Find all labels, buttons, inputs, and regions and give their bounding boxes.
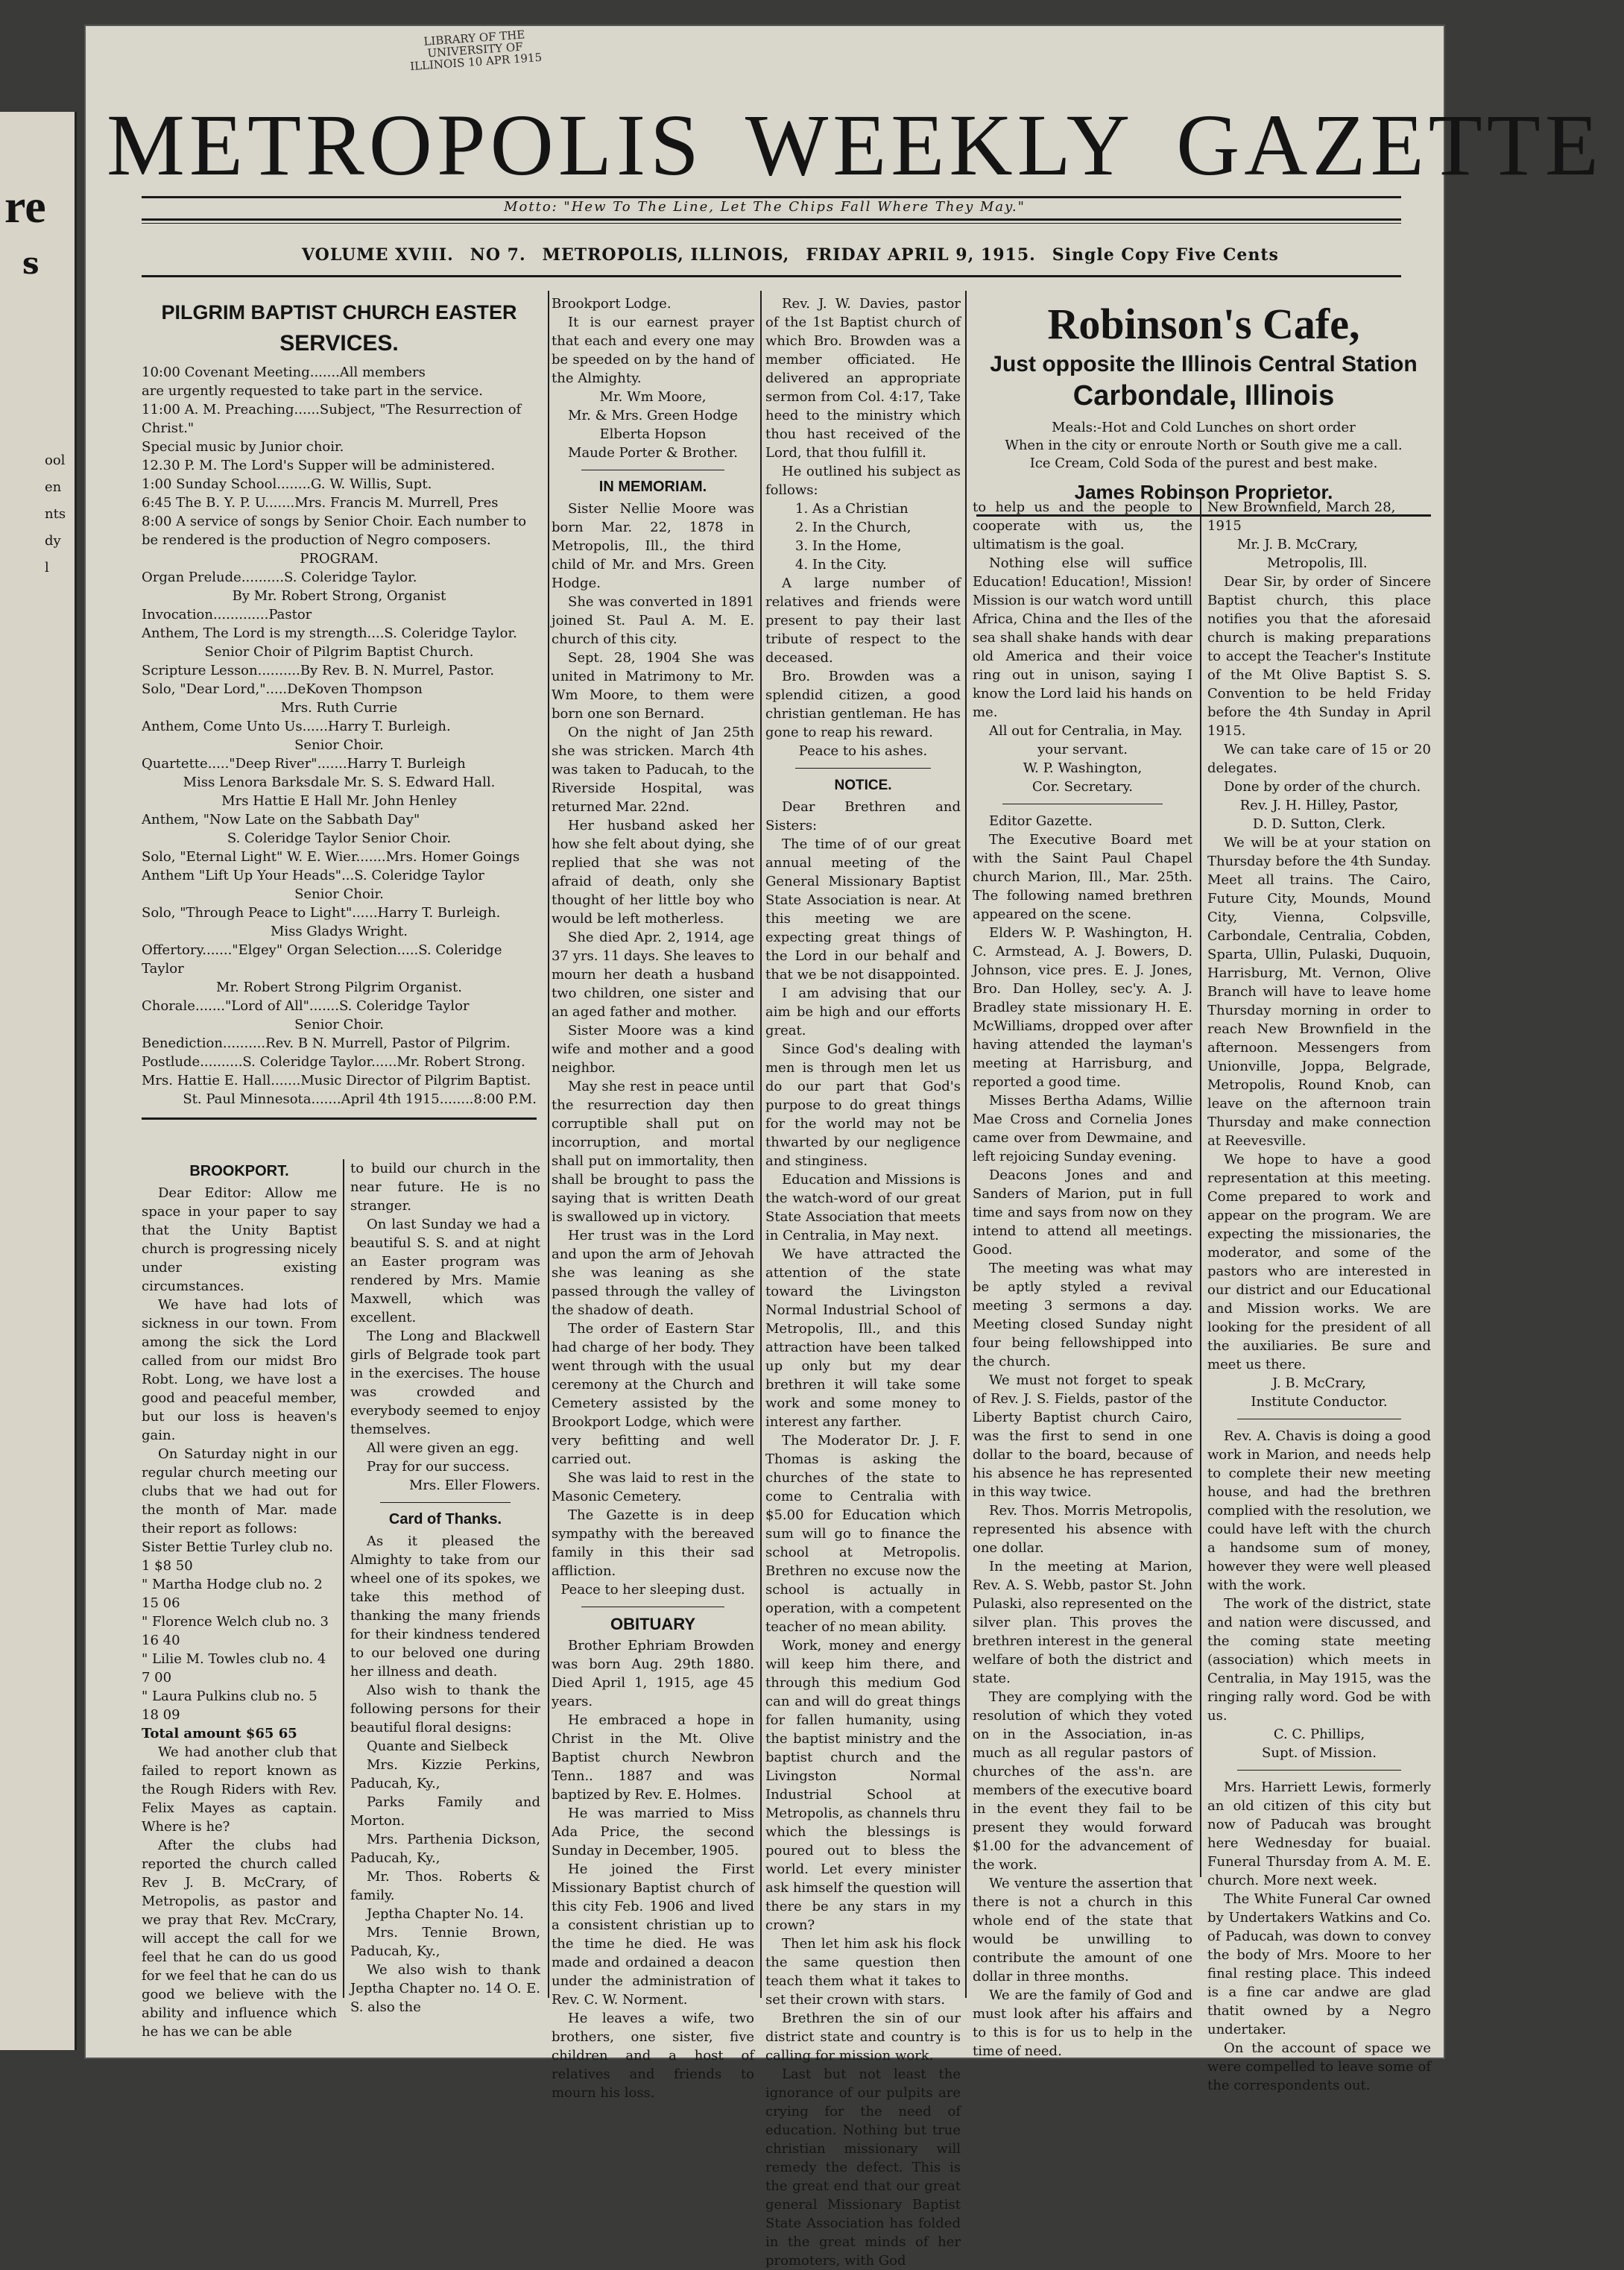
editor-gazette: Editor Gazette. — [989, 813, 1093, 829]
floral-designs-list: Quante and Sielbeck Mrs. Kizzie Perkins, Paducah, Ky., Parks Family and Morton. Mrs. Parthenia Dickson, Paducah, Ky., Mr. Thos. Roberts & family. Jeptha Chapter No. 14. Mrs. Tennie Brown, Paducah, Ky., — [350, 1738, 540, 1959]
signature: Mrs. Eller Flowers. — [408, 1478, 540, 1493]
column-rule — [1200, 498, 1201, 1877]
cafe-advertisement: Robinson's Cafe, Just opposite the Illinois Central Station Carbondale, Illinois Meals:-Hot and Cold Lunches on short order When in the city or enroute North or South give me a call. Ice Cream, Cold Soda of the purest and best make. James Robinson Proprietor. — [976, 298, 1431, 517]
column-5: to help us and the people to cooperate with us, the ultimatism is the goal. Nothing else will suffice Education! Education!, Mission! Mission is our watch word untill Africa, China and the Iles of the sea shall shake hands with dear old America and their voice ring out in unison, saying I know the Lord laid his hands on me. All out for Centralia, in May. your servant. W. P. Washington, Cor. Secretary. Editor Gazette. The Executive Board met with the Saint Paul Chapel church Marion, Ill., Mar. 25th. The following named brethren appeared on the scene. Elders W. P. Washington, H. C. Armstead, A. J. Bowers, D. Johnson, vice pres. E. J. Jones, Bro. Dan Holley, sec'y. A. J. Bradley state missionary H. E. McWilliams, dropped over after having attended the layman's meeting at Harrisburg, and reported a good time. Misses Bertha Adams, Willie Mae Cross and Cornelia Jones came over from Dewmaine, and left rejoicing Sunday evening. Deacons Jones and and Sanders of Marion, put in full time and says from now on they intend to attend all meetings. Good. The meeting was what may be aptly styled a revival meeting 3 sermons a day. Meeting closed Sunday night four being fellowshipped into the church. We must not forget to speak of Rev. J. S. Fields, pastor of the Liberty Baptist church Cairo, was the first to send in one dollar to the board, because of his absence he has represented in this way twice. Rev. Thos. Morris Metropolis, represented his absence with one dollar. In the meeting at Marion, Rev. A. S. Webb, pastor St. John Pulaski, also represented on the silver plan. This proves the brethren interest in the general welfare of both the district and state. They are complying with the resolution of which they voted on in the Association, in-as much as all regular pastors of churches of the ass'n. are members of the executive board in the event they fail to be present they would forward $1.00 for the advancement of the work. We venture the assertion that there is not a church in this whole end of the state that would be unwilling to contribute the amount of one dollar in three months. We are the family of God and must look after his affairs and to this is for us to help in the time of need. — [973, 499, 1192, 2059]
newspaper-page — [86, 26, 1603, 2269]
program-heading: PROGRAM. — [300, 551, 379, 567]
brookport-title: BROOKPORT. — [189, 1163, 289, 1179]
masthead — [86, 96, 1603, 194]
column-rule — [343, 1159, 344, 1998]
masthead-word-2: WEEKLY — [745, 96, 1135, 194]
motto-rule-thin — [142, 223, 1401, 224]
cafe-location: Just opposite the Illinois Central Station — [990, 352, 1418, 376]
notice-title: NOTICE. — [834, 778, 892, 793]
motto: Motto: "Hew To The Line, Let The Chips Fall Where They May." — [504, 199, 1026, 215]
masthead-word-3: GAZETTE — [1176, 96, 1603, 194]
adjacent-page-edge — [0, 112, 77, 2050]
column-2: to build our church in the near future. He is no stranger. On last Sunday we had a beautiful S. S. and at night an Easter program was rendered by Mrs. Mamie Maxwell, which was excellent. The Long and Blackwell girls of Belgrade took part in the exercises. The house was crowded and everybody seemed to enjoy themselves. All were given an egg. Pray for our success. Mrs. Eller Flowers. Card of Thanks. As it pleased the Almighty to take from our wheel one of its spokes, we take this method of thanking the many friends for their kindness tendered to our beloved one during her illness and death. Also wish to thank the following persons for their beautiful floral designs: Quante and Sielbeck Mrs. Kizzie Perkins, Paducah, Ky., Parks Family and Morton. Mrs. Parthenia Dickson, Paducah, Ky., Mr. Thos. Roberts & family. Jeptha Chapter No. 14. Mrs. Tennie Brown, Paducah, Ky., We also wish to thank Jeptha Chapter no. 14 O. E. S. also the — [350, 1161, 540, 2015]
column-1 — [142, 294, 537, 1129]
cafe-name: Robinson's Cafe, — [1047, 300, 1360, 348]
motto-rule — [142, 218, 1401, 221]
cafe-city: Carbondale, Illinois — [1072, 380, 1335, 412]
masthead-rule — [142, 196, 1401, 198]
masthead-word-1: METROPOLIS — [107, 96, 704, 194]
column-4: Rev. J. W. Davies, pastor of the 1st Baptist church of which Bro. Browden was a member officiated. He delivered an appropriate sermon from Col. 4:17, Take heed to the ministry which thou hast received of the Lord, that thou fulfill it. He outlined his subject as follows: 1. As a Christian 2. In the Church, 3. In the Home, 4. In the City. A large number of relatives and friends were present to pay their last tribute of respect to the deceased. Bro. Browden was a splendid citizen, a good christian gentleman. He has gone to reap his reward. Peace to his ashes. NOTICE. Dear Brethren and Sisters: The time of of our great annual meeting of the General Missionary Baptist State Association is near. At this meeting we are expecting great things of the Lord in our behalf and that we be not disappointed. I am advising that our aim be high and our efforts great. Since God's dealing with men is through men let us do our part that God's purpose to do great things for the world may not be thwarted by our negligence and stinginess. Education and Missions is the watch-word of our great State Association that meets in Centralia, in May next. We have attracted the attention of the state toward the Livingston Normal Industrial School of Metropolis, Ill., and this attraction have been talked up only but my dear brethren it will take some work and some money to interest any farther. The Moderator Dr. J. F. Thomas is asking the churches of the state to come to Centralia with $5.00 for Education which sum will go to finance the school at Metropolis. Brethren no excuse now the school is actually in operation, with a competent teacher of no mean ability. Work, money and energy will keep him there, and through this medium God can and will do great things for fallen humanity, using the baptist ministry and the baptist church and the Livingston Normal Industrial School at Metropolis, as channels thru which the blessings is poured out to bless the world. Let every minister ask himself the question will there be any stars in my crown? Then let him ask his flock the same question then teach them what it takes to set their crown with stars. Brethren the sin of our district state and country is calling for mission work. Last but not least the ignorance of our pulpits are crying for the need of education. Nothing but true christian missionary will remedy the defect. This is the great end that our great general Missionary Baptist State Association has folded in the great minds of her promoters, with God — [765, 296, 961, 2269]
card-of-thanks-title: Card of Thanks. — [388, 1511, 502, 1527]
column-rule — [760, 291, 762, 1998]
easter-services-subtitle: SERVICES. — [279, 331, 399, 356]
column-rule — [965, 291, 967, 1998]
cafe-proprietor: James Robinson Proprietor. — [1074, 481, 1333, 503]
column-rule — [548, 291, 549, 1998]
obituary-title: OBITUARY — [610, 1615, 696, 1633]
services-schedule: 10:00 Covenant Meeting.......All members are urgently requested to take part in the service. 11:00 A. M. Preaching......Subject, "The Resurrection of Christ." Special music by Junior choir. 12.30 P. M. The Lord's Supper will be administered. 1:00 Sunday School........G. W. Willis, Supt. 6:45 The B. Y. P. U.......Mrs. Francis M. Murrell, Pres 8:00 A service of songs by Senior Choir. Each number to be rendered is the production of Negro composers. — [142, 365, 527, 548]
adjacent-page-words: ool en nts dy l — [45, 453, 66, 576]
program-list: Organ Prelude..........S. Coleridge Taylor. By Mr. Robert Strong, Organist Invocation.............Pastor Anthem, The Lord is my strength....S. Coleridge Taylor. Senior Choir of Pilgrim Baptist Church. Scripture Lesson..........By Rev. B. N. Murrel, Pastor. Solo, "Dear Lord,".....DeKoven Thompson Mrs. Ruth Currie Anthem, Come Unto Us......Harry T. Burleigh. Senior Choir. Quartette....."Deep River".......Harry T. Burleigh Miss Lenora Barksdale Mr. S. S. Edward Hall. Mrs Hattie E Hall Mr. John Henley Anthem, "Now Late on the Sabbath Day" S. Coleridge Taylor Senior Choir. Solo, "Eternal Light" W. E. Wier.......Mrs. Homer Goings Anthem "Lift Up Your Heads"...S. Coleridge Taylor Senior Choir. Solo, "Through Peace to Light"......Harry T. Burleigh. Miss Gladys Wright. Offertory......."Elgey" Organ Selection.....S. Coleridge Taylor Mr. Robert Strong Pilgrim Organist. Chorale......."Lord of All".......S. Coleridge Taylor Senior Choir. Benediction..........Rev. B N. Murrell, Pastor of Pilgrim. Postlude..........S. Coleridge Taylor......Mr. Robert Strong. Mrs. Hattie E. Hall.......Music Director of Pilgrim Baptist. St. Paul Minnesota.......April 4th 1915........8:00 P.M. — [142, 570, 537, 1107]
section-rule — [142, 1117, 537, 1120]
volume-line: VOLUME XVIII. NO 7. METROPOLIS, ILLINOIS, FRIDAY APRIL 9, 1915. Single Copy Five Cents — [302, 245, 1279, 265]
column-6: New Brownfield, March 28, 1915 Mr. J. B. McCrary, Metropolis, Ill. Dear Sir, by order of Sincere Baptist church, this place notifies you that the aforesaid church is making preparations to accept the Teacher's Institute of the Mt Olive Baptist S. S. Convention to be held Friday before the 4th Sunday in April 1915. We can take care of 15 or 20 delegates. Done by order of the church. Rev. J. H. Hilley, Pastor, D. D. Sutton, Clerk. We will be at your station on Thursday before the 4th Sunday. Meet all trains. The Cairo, Future City, Mounds, Mound City, Vienna, Colpsville, Carbondale, Centralia, Cobden, Sparta, Ullin, Pulaski, Duquoin, Harrisburg, Mt. Vernon, Olive Branch will have to leave home Thursday morning in order to reach New Brownfield in the afternoon. Messengers from Unionville, Joppa, Belgrade, Metropolis, Round Knob, can leave on the afternoon train Thursday and make connection at Reevesville. We hope to have a good representation at this meeting. Come prepared to work and appear on the program. We are expecting the missionaries, the moderator, and some of the pastors who are interested in our district and our Educational and Mission works. We are looking for the president of all the auxiliaries. Be sure and meet us there. J. B. McCrary, Institute Conductor. Rev. A. Chavis is doing a good work in Marion, and needs help to complete their new meeting house, and had the brethren complied with the resolution, we could have left with the church a handsome sum of money, however they were well pleased with the work. The work of the district, state and nation were discussed, and the coming state meeting (association) which meets in Centralia, in May 1915, was the ringing rally word. God be with us. C. C. Phillips, Supt. of Mission. Mrs. Harriett Lewis, formerly an old citizen of this city but now of Paducah was brought here Wednesday for buaial. Funeral Thursday from A. M. E. church. More next week. The White Funeral Car owned by Undertakers Watkins and Co. of Paducah, was down to convey the body of Mrs. Moore to her final resting place. This indeed is a fine car andwe are glad thatit owned by a Negro undertaker. On the account of space we were compelled to leave some of the correspondents out. — [1207, 499, 1431, 2093]
column-3: Brookport Lodge. It is our earnest prayer that each and every one may be speeded on by the hand of the Almighty. Mr. Wm Moore, Mr. & Mrs. Green Hodge Elberta Hopson Maude Porter & Brother. IN MEMORIAM. Sister Nellie Moore was born Mar. 22, 1878 in Metropolis, Ill., the third child of Mr. and Mrs. Green Hodge. She was converted in 1891 joined St. Paul A. M. E. church of this city. Sept. 28, 1904 She was united in Matrimony to Mr. Wm Moore, to them were born one son Bernard. On the night of Jan 25th she was stricken. March 4th was taken to Paducah, to the Riverside Hospital, was returned Mar. 22nd. Her husband asked her how she felt about dying, she replied that she was not afraid of death, only she thought of her little boy who would be left motherless. She died Apr. 2, 1914, age 37 yrs. 11 days. She leaves to mourn her death a husband two children, one sister and an aged father and mother. Sister Moore was a kind wife and mother and a good neighbor. May she rest in peace until the resurrection day then corruptible shall put on incorruption, and mortal shall put on immortality, then shall be brought to pass the saying that is written Death is swallowed up in victory. Her trust was in the Lord and upon the arm of Jehovah she was leaning as she passed through the valley of the shadow of death. The order of Eastern Star had charge of her body. They went through with the usual ceremony at the Church and Cemetery assisted by the Brookport Lodge, which were very befitting and well carried out. She was laid to rest in the Masonic Cemetery. The Gazette is in deep sympathy with the bereaved family in this their sad affliction. Peace to her sleeping dust. OBITUARY Brother Ephriam Browden was born Aug. 29th 1880. Died April 1, 1915, age 45 years. He embraced a hope in Christ in the Mt. Olive Baptist church Newbron Tenn.. 1887 and was baptized by Rev. E. Holmes. He was married to Miss Ada Price, the second Sunday in December, 1905. He joined the First Missionary Baptist church of this city Feb. 1906 and lived a consistent christian up to the time he died. He was made and ordained a deacon under the administration of Rev. C. W. Norment. He leaves a wife, two brothers, one sister, five children and a host of relatives and friends to mourn his loss. — [552, 296, 754, 2101]
adjacent-page-letter: s — [22, 246, 40, 281]
club-report: Sister Bettie Turley club no. 1 $8 50 " Martha Hodge club no. 2 15 06 " Florence Welch club no. 3 16 40 " Lilie M. Towles club no. 4 7 00 " Laura Pulkins club no. 5 18 09 Total amount $65 65 — [142, 1539, 334, 1741]
library-stamp: LIBRARY OF THE UNIVERSITY OF ILLINOIS 10 APR 1915 — [409, 28, 543, 74]
easter-services-title: PILGRIM BAPTIST CHURCH EASTER — [161, 301, 517, 324]
adjacent-page-headline: re — [4, 180, 46, 233]
in-memoriam-title: IN MEMORIAM. — [598, 479, 707, 495]
volume-rule — [142, 275, 1401, 277]
brookport-column: BROOKPORT. Dear Editor: Allow me space in your paper to say that the Unity Baptist church is progressing nicely under existing circumstances. We have had lots of sickness in our town. From among the sick the Lord called from our midst Bro Robt. Long, we have lost a good and peaceful member, but our loss is heaven's gain. On Saturday night in our regular church meeting our clubs that we had out for the month of Mar. made their report as follows: Sister Bettie Turley club no. 1 $8 50 " Martha Hodge club no. 2 15 06 " Florence Welch club no. 3 16 40 " Lilie M. Towles club no. 4 7 00 " Laura Pulkins club no. 5 18 09 Total amount $65 65 We had another club that failed to report known as the Rough Riders with Rev. Felix Mayes as captain. Where is he? After the clubs had reported the church called Rev J. B. McCrary, of Metropolis, as pastor and we pray that Rev. McCrary, will accept the call for we feel that he can do us good for we feel that he can do us good we believe with the ability and influence which he has we can be able — [142, 1163, 337, 2040]
